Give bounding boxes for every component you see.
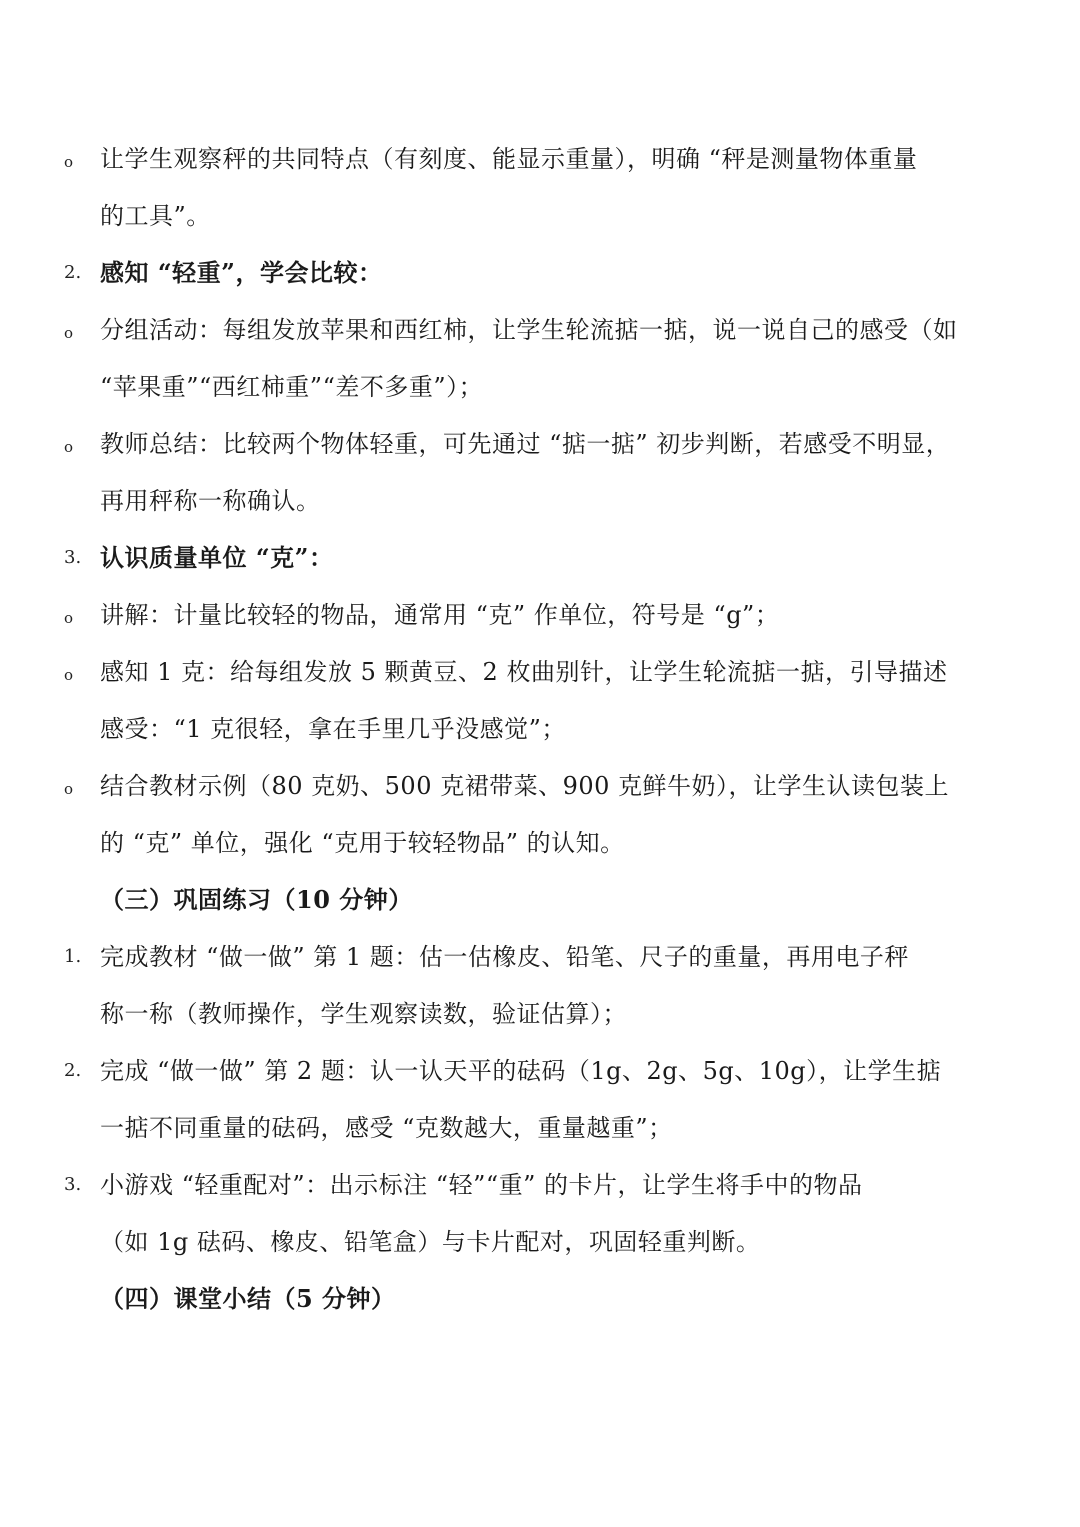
bullet-marker: o (64, 153, 74, 171)
paragraph-line: 感受：“1 克很轻，拿在手里几乎没感觉”； (100, 715, 566, 743)
paragraph-line: 让学生观察秤的共同特点（有刻度、能显示重量），明确 “秤是测量物体重量 (100, 145, 918, 173)
list-number: 2. (64, 1060, 82, 1081)
paragraph-line: 分组活动：每组发放苹果和西红柿，让学生轮流掂一掂，说一说自己的感受（如 (100, 316, 958, 344)
paragraph-line: 的 “克” 单位，强化 “克用于较轻物品” 的认知。 (100, 829, 625, 857)
bullet-marker: o (64, 780, 74, 798)
list-number: 2. (64, 262, 82, 283)
bullet-marker: o (64, 324, 74, 342)
list-number: 3. (64, 547, 82, 568)
section-heading: （三）巩固练习（10 分钟） (100, 885, 413, 914)
list-number: 3. (64, 1174, 82, 1195)
paragraph-line: 完成教材 “做一做” 第 1 题：估一估橡皮、铅笔、尺子的重量，再用电子秤 (100, 943, 909, 971)
subheading: 感知 “轻重”，学会比较： (100, 258, 383, 287)
paragraph-line: 教师总结：比较两个物体轻重，可先通过 “掂一掂” 初步判断，若感受不明显， (100, 430, 951, 458)
paragraph-line: 的工具”。 (100, 202, 211, 230)
paragraph-line: （如 1g 砝码、橡皮、铅笔盒）与卡片配对，巩固轻重判断。 (100, 1228, 761, 1256)
paragraph-line: 小游戏 “轻重配对”：出示标注 “轻”“重” 的卡片，让学生将手中的物品 (100, 1171, 863, 1199)
bullet-marker: o (64, 666, 74, 684)
paragraph-line: 讲解：计量比较轻的物品，通常用 “克” 作单位，符号是 “g”； (100, 601, 780, 629)
subheading: 认识质量单位 “克”： (100, 543, 334, 572)
paragraph-line: 再用秤称一称确认。 (100, 487, 321, 515)
bullet-marker: o (64, 438, 74, 456)
paragraph-line: 一掂不同重量的砝码，感受 “克数越大，重量越重”； (100, 1114, 673, 1142)
paragraph-line: 完成 “做一做” 第 2 题：认一认天平的砝码（1g、2g、5g、10g），让学生掂 (100, 1057, 942, 1085)
paragraph-line: 感知 1 克：给每组发放 5 颗黄豆、2 枚曲别针，让学生轮流掂一掂，引导描述 (100, 658, 948, 686)
section-heading: （四）课堂小结（5 分钟） (100, 1284, 396, 1313)
list-number: 1. (64, 946, 82, 967)
paragraph-line: 结合教材示例（80 克奶、500 克裙带菜、900 克鲜牛奶），让学生认读包装上 (100, 772, 950, 800)
paragraph-line: 称一称（教师操作，学生观察读数，验证估算）； (100, 1000, 627, 1028)
paragraph-line: “苹果重”“西红柿重”“差不多重”）； (100, 373, 484, 401)
bullet-marker: o (64, 609, 74, 627)
